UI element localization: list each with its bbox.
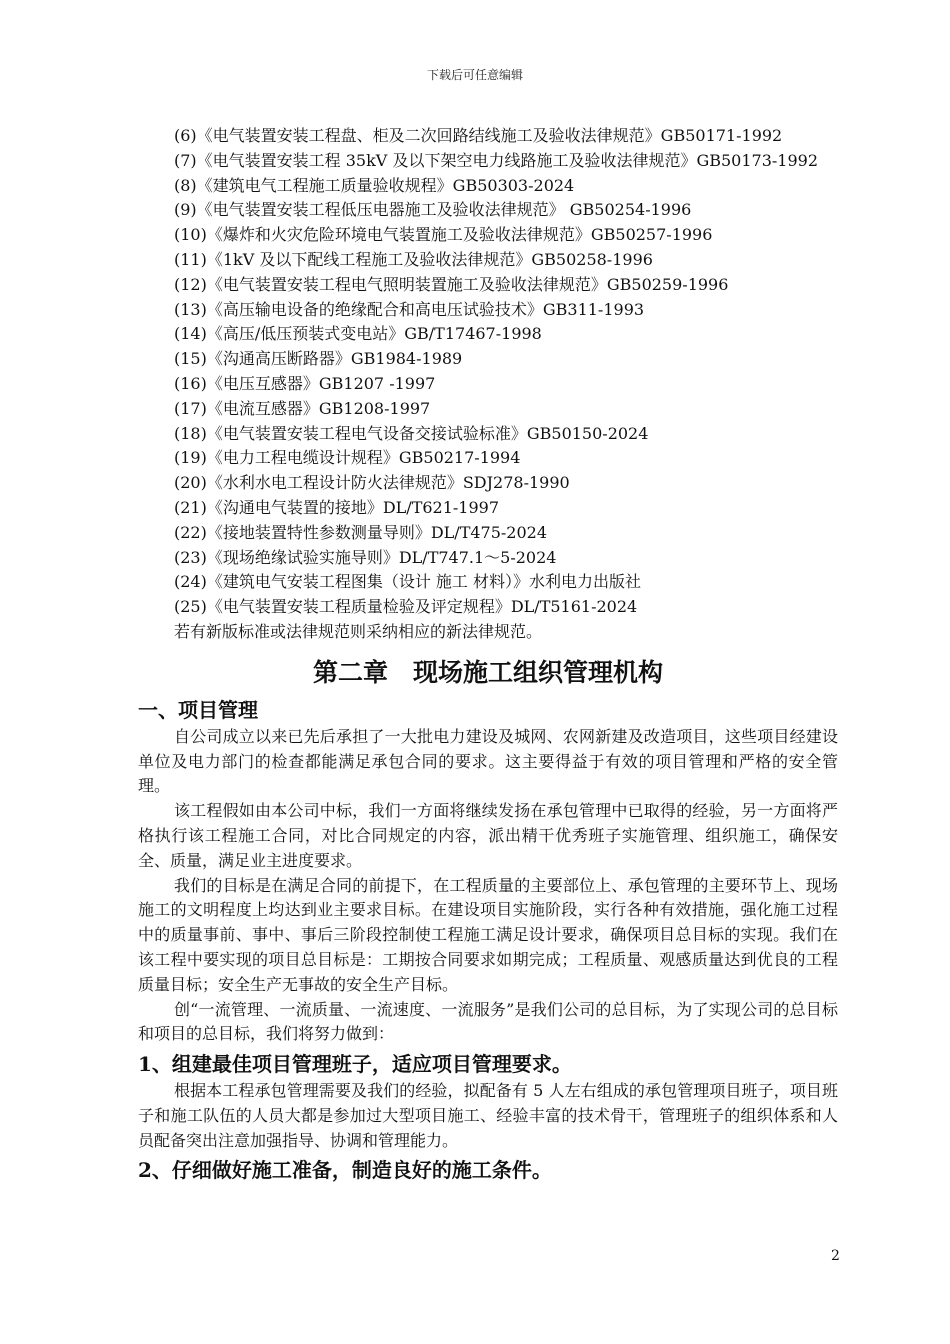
reference-item: (22)《接地装置特性参数测量导则》DL/T475-2024 bbox=[174, 522, 548, 542]
page-header-note: 下载后可任意编辑 bbox=[426, 68, 523, 82]
reference-item: (7)《电气装置安装工程 35kV 及以下架空电力线路施工及验收法律规范》GB50173-1992 bbox=[174, 150, 819, 170]
body-paragraph: 该工程假如由本公司中标，我们一方面将继续发扬在承包管理中已取得的经验，另一方面将严格执行该工程施工合同，对比合同规定的内容，派出精干优秀班子实施管理、组织施工，确保安全、质量，满足业主进度要求。 bbox=[138, 801, 838, 870]
subsection-heading: 2、仔细做好施工准备，制造良好的施工条件。 bbox=[138, 1158, 552, 1183]
document-body bbox=[138, 124, 838, 1185]
reference-item: (16)《电压互感器》GB1207 -1997 bbox=[174, 373, 436, 393]
reference-note: 若有新版标准或法律规范则采纳相应的新法律规范。 bbox=[174, 621, 543, 641]
reference-item: (12)《电气装置安装工程电气照明装置施工及验收法律规范》GB50259-1996 bbox=[174, 274, 729, 294]
reference-item: (24)《建筑电气安装工程图集（设计 施工 材料）》水利电力出版社 bbox=[174, 572, 642, 592]
reference-item: (23)《现场绝缘试验实施导则》DL/T747.1～5-2024 bbox=[174, 547, 557, 567]
body-paragraph: 自公司成立以来已先后承担了一大批电力建设及城网、农网新建及改造项目，这些项目经建设单位及电力部门的检查都能满足承包合同的要求。这主要得益于有效的项目管理和严格的安全管理。 bbox=[138, 726, 838, 796]
subsection-heading: 1、组建最佳项目管理班子，适应项目管理要求。 bbox=[138, 1052, 572, 1077]
reference-item: (19)《电力工程电缆设计规程》GB50217-1994 bbox=[174, 448, 521, 468]
reference-item: (14)《高压/低压预装式变电站》GB/T17467-1998 bbox=[174, 324, 542, 344]
reference-item: (21)《沟通电气装置的接地》DL/T621-1997 bbox=[174, 497, 500, 517]
body-paragraph: 我们的目标是在满足合同的前提下，在工程质量的主要部位上、承包管理的主要环节上、现场施工的文明程度上均达到业主要求目标。在建设项目实施阶段，实行各种有效措施，强化施工过程中的质量事前、事中、事后三阶段控制使工程施工满足设计要求，确保项目总目标的实现。我们在该工程中要实现的项目总目标是：工期按合同要求如期完成；工程质量、观感质量达到优良的工程质量目标；安全生产无事故的安全生产目标。 bbox=[138, 875, 838, 994]
chapter-title: 第二章 现场施工组织管理机构 bbox=[312, 657, 663, 687]
reference-item: (25)《电气装置安装工程质量检验及评定规程》DL/T5161-2024 bbox=[174, 597, 638, 617]
reference-item: (9)《电气装置安装工程低压电器施工及验收法律规范》 GB50254-1996 bbox=[174, 200, 692, 220]
body-paragraph: 根据本工程承包管理需要及我们的经验，拟配备有 5 人左右组成的承包管理项目班子，项目班子和施工队伍的人员大都是参加过大型项目施工、经验丰富的技术骨干，管理班子的组织体系和人员配备突出注意加强指导、协调和管理能力。 bbox=[138, 1081, 838, 1150]
section-heading: 一、项目管理 bbox=[138, 697, 258, 722]
reference-item: (13)《高压输电设备的绝缘配合和高电压试验技术》GB311-1993 bbox=[174, 299, 645, 319]
reference-list bbox=[138, 124, 838, 645]
reference-item: (10)《爆炸和火灾危险环境电气装置施工及验收法律规范》GB50257-1996 bbox=[174, 225, 713, 245]
reference-item: (8)《建筑电气工程施工质量验收规程》GB50303-2024 bbox=[174, 175, 575, 195]
reference-item: (18)《电气装置安装工程电气设备交接试验标准》GB50150-2024 bbox=[174, 423, 649, 443]
reference-item: (20)《水利水电工程设计防火法律规范》SDJ278-1990 bbox=[174, 473, 570, 493]
page-number: 2 bbox=[831, 1248, 840, 1264]
reference-item: (6)《电气装置安装工程盘、柜及二次回路结线施工及验收法律规范》GB50171-1992 bbox=[174, 126, 783, 145]
reference-item: (11)《1kV 及以下配线工程施工及验收法律规范》GB50258-1996 bbox=[174, 249, 653, 269]
reference-item: (15)《沟通高压断路器》GB1984-1989 bbox=[174, 349, 463, 369]
reference-item: (17)《电流互感器》GB1208-1997 bbox=[174, 398, 431, 418]
body-paragraph: 创“一流管理、一流质量、一流速度、一流服务”是我们公司的总目标，为了实现公司的总目标和项目的总目标，我们将努力做到： bbox=[138, 999, 838, 1044]
